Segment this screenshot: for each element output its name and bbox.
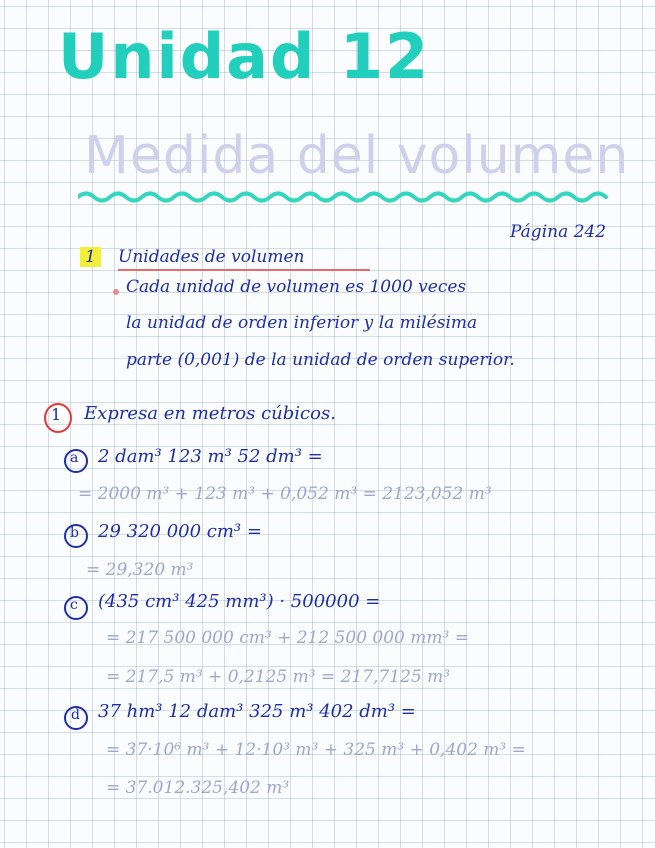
item-step: = 217,5 m³ + 0,2125 m³ = 217,7125 m³: [106, 667, 451, 687]
exercise-title: Expresa en metros cúbicos.: [84, 403, 336, 424]
item-step: = 37.012.325,402 m³: [106, 778, 290, 798]
item-letter: c: [70, 597, 78, 613]
item-step: = 29,320 m³: [86, 560, 194, 580]
item-letter: d: [71, 707, 80, 723]
item-question: 29 320 000 cm³ =: [98, 521, 262, 542]
item-question: 37 hm³ 12 dam³ 325 m³ 402 dm³ =: [98, 701, 416, 722]
item-question: (435 cm³ 425 mm³) · 500000 =: [98, 591, 381, 612]
section-title-underline: [118, 269, 370, 271]
unit-subtitle: Medida del volumen: [84, 126, 630, 186]
item-question: 2 dam³ 123 m³ 52 dm³ =: [98, 446, 323, 467]
item-step: = 37·10⁶ m³ + 12·10³ m³ + 325 m³ + 0,402 m³ =: [106, 740, 526, 760]
section-title: Unidades de volumen: [118, 247, 305, 267]
item-step: = 2000 m³ + 123 m³ + 0,052 m³ = 2123,052 m³: [78, 484, 492, 504]
bullet-point: [113, 289, 119, 295]
exercise-number: 1: [51, 405, 62, 424]
item-letter: b: [70, 525, 79, 541]
note-line: la unidad de orden inferior y la milésima: [126, 313, 478, 333]
page-reference: Página 242: [510, 222, 607, 242]
unit-title: Unidad 12: [58, 20, 431, 93]
note-line: parte (0,001) de la unidad de orden superior.: [126, 350, 515, 370]
note-line: Cada unidad de volumen es 1000 veces: [126, 277, 467, 297]
section-number: 1: [80, 247, 101, 267]
item-step: = 217 500 000 cm³ + 212 500 000 mm³ =: [106, 628, 469, 648]
item-letter: a: [70, 450, 79, 466]
subtitle-wavy-underline: [78, 188, 618, 206]
